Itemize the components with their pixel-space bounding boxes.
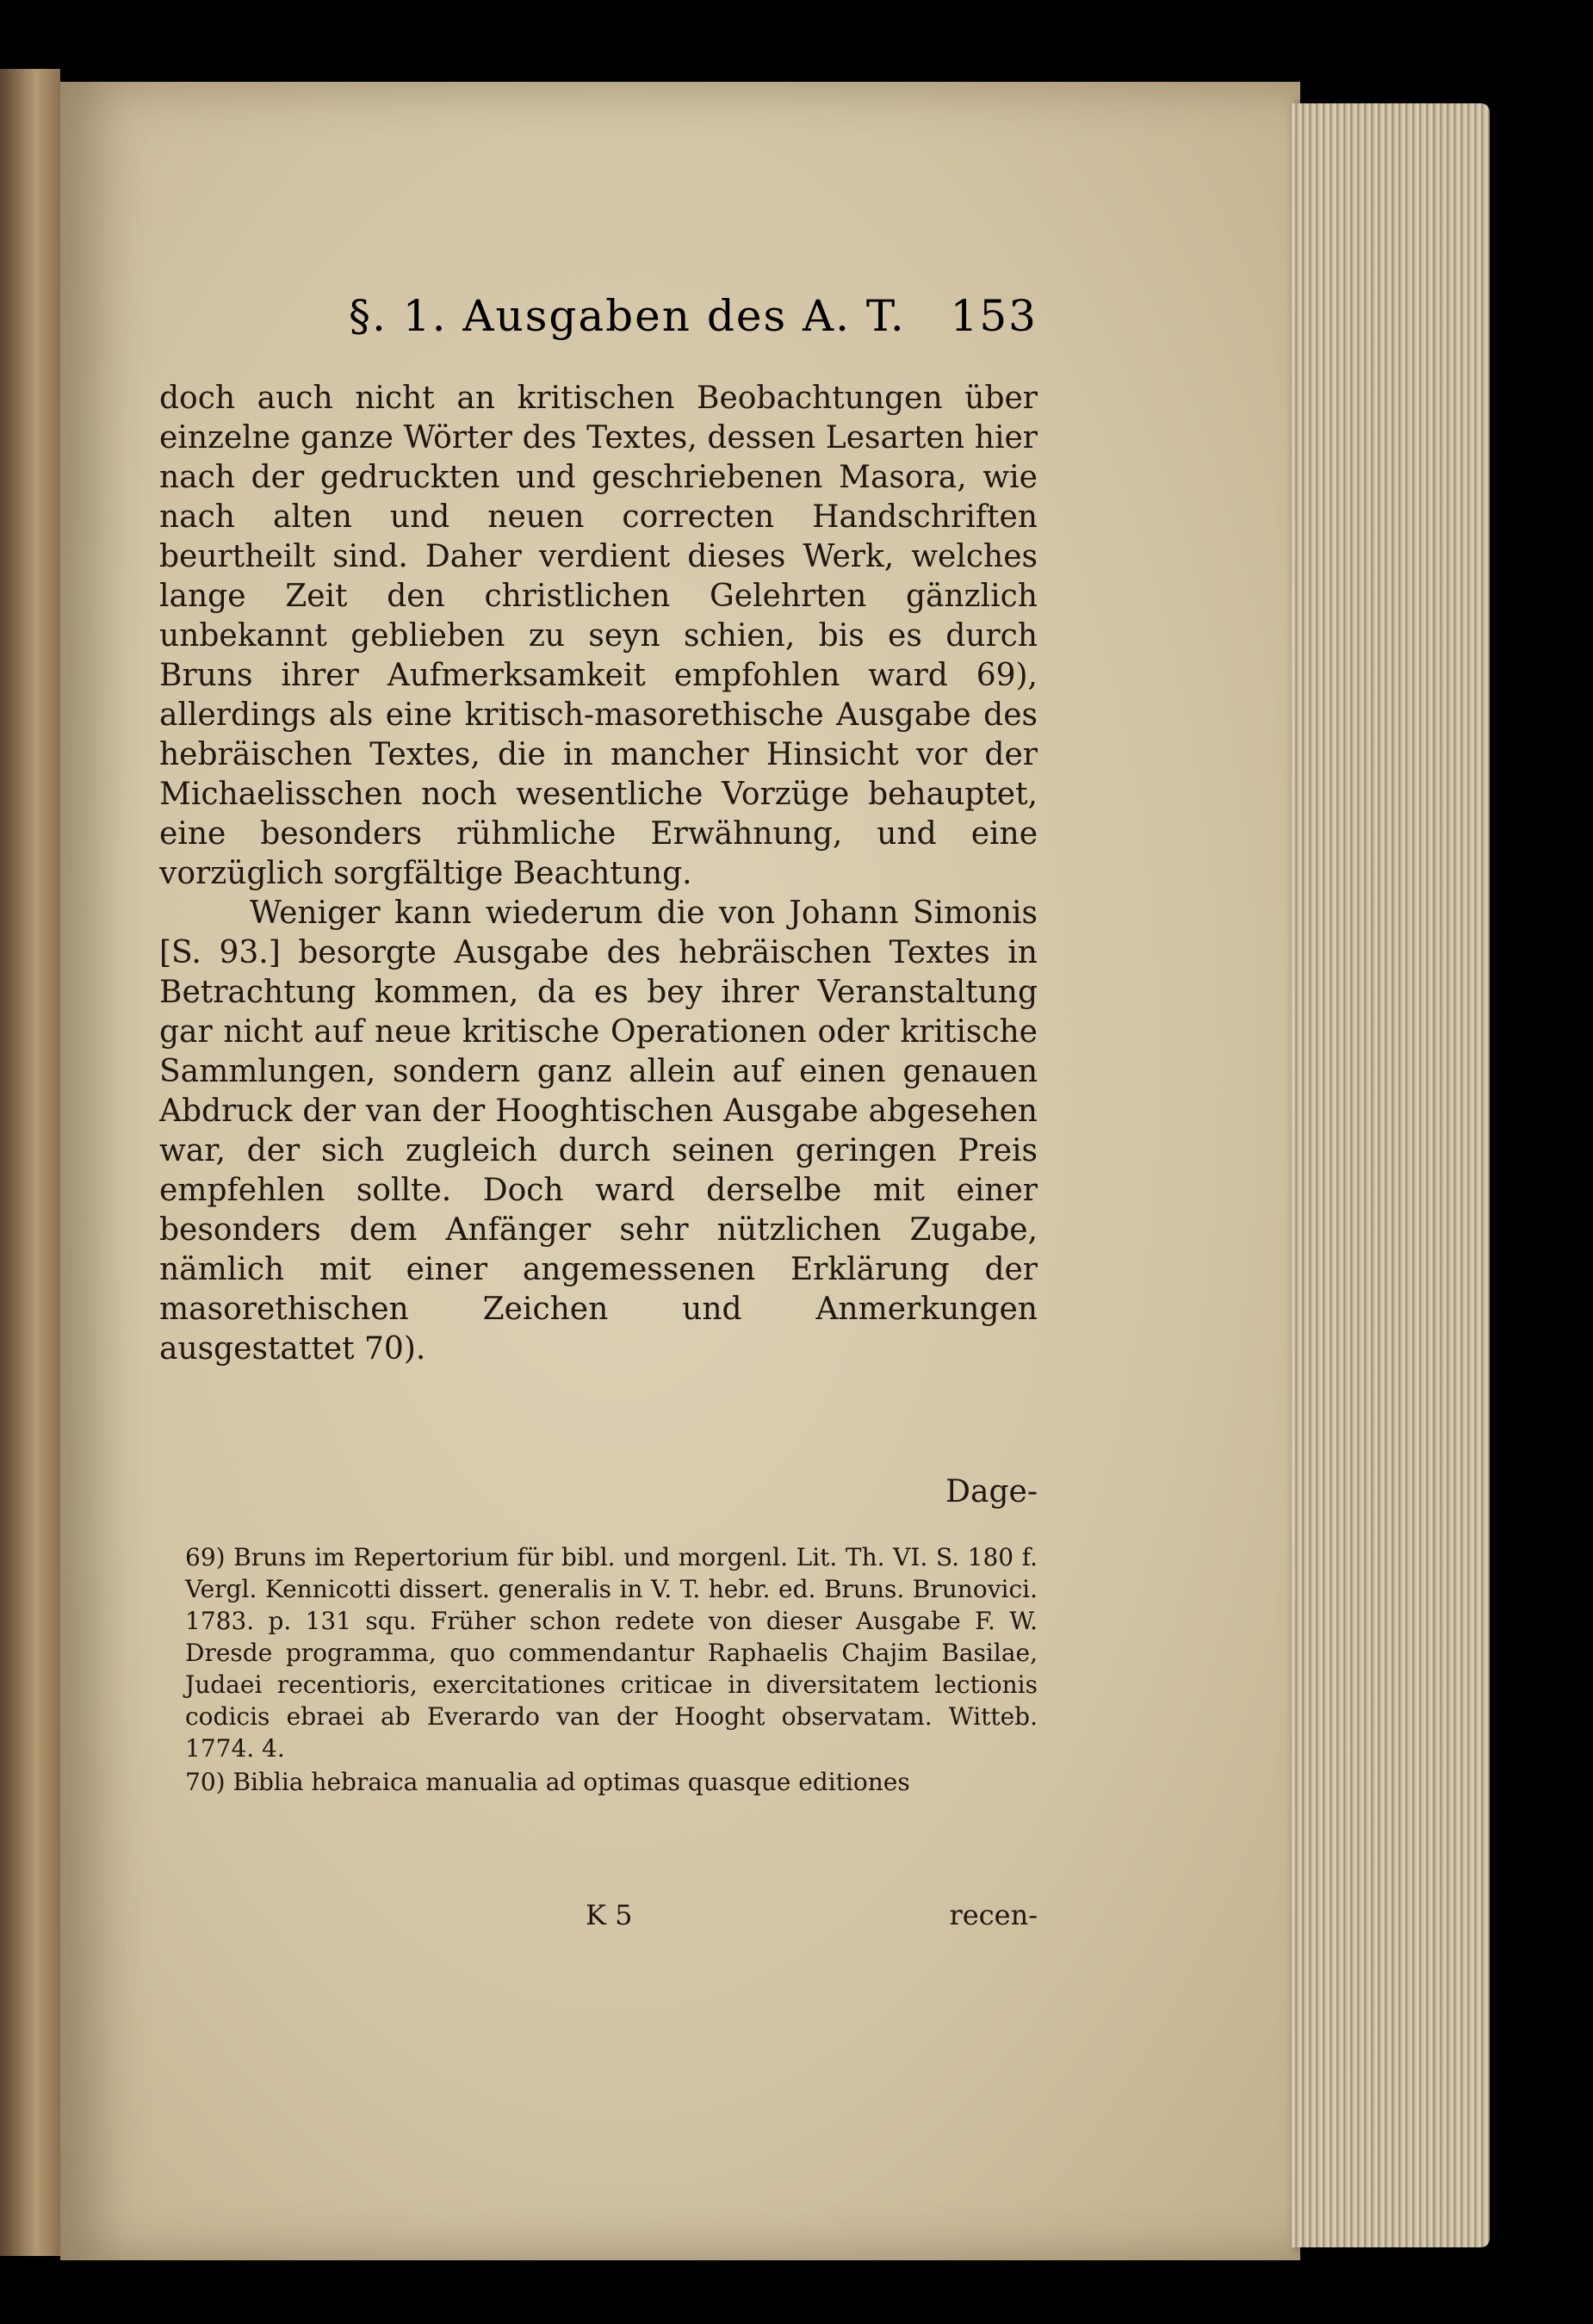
main-text [159,379,1038,1369]
catchword-main: Dage- [945,1474,1038,1509]
catchword-notes: recen- [949,1899,1038,1931]
section-title: §. 1. Ausgaben des A. T. [349,291,906,341]
page-footer [586,1899,1038,1937]
signature-mark: K 5 [586,1899,633,1931]
footnote-70: 70) Biblia hebraica manualia ad optimas quasque editiones [185,1768,910,1796]
running-header [349,291,1038,351]
page-number: 153 [950,291,1038,341]
page-edges [1292,103,1490,2247]
footnote-69: 69) Bruns im Repertorium für bibl. und morgenl. Lit. Th. VI. S. 180 f. Vergl. Kennicotti dissert. generalis in V. T. hebr. ed. Bruns. Brunovici. 1783. p. 131 squ. Früher schon redete von dieser Ausgabe F. W. Dresde programma, quo commendantur Raphaelis Chajim Basilae, Judaei recentioris, exercitationes criticae in diversitatem lectionis codicis ebraei ab Everardo van der Hooght observatam. Witteb. 1774. 4. [185,1543,1038,1763]
footnotes [185,1541,1038,1800]
left-page-edge [0,69,60,2256]
paragraph-1: doch auch nicht an kritischen Beobachtungen über einzelne ganze Wörter des Textes, dessen Lesarten hier nach der gedruckten und geschriebenen Masora, wie nach alten und neuen correcten Handschriften beurtheilt sind. Daher verdient dieses Werk, welches lange Zeit den christlichen Gelehrten gänzlich unbekannt geblieben zu seyn schien, bis es durch Bruns ihrer Aufmerksamkeit empfohlen ward 69), allerdings als eine kritisch-masorethische Ausgabe des hebräischen Textes, die in mancher Hinsicht vor der Michaelisschen noch wesentliche Vorzüge behauptet, eine besonders rühmliche Erwähnung, und eine vorzüglich sorgfältige Beachtung. [159,381,1038,891]
paragraph-2: Weniger kann wiederum die von Johann Simonis [S. 93.] besorgte Ausgabe des hebräischen Textes in Betrachtung kommen, da es bey ihrer Veranstaltung gar nicht auf neue kritische Operationen oder kritische Sammlungen, sondern ganz allein auf einen genauen Abdruck der van der Hooghtischen Ausgabe abgesehen war, der sich zugleich durch seinen geringen Preis empfehlen sollte. Doch ward derselbe mit einer besonders dem Anfänger sehr nützlichen Zugabe, nämlich mit einer angemessenen Erklärung der masorethischen Zeichen und Anmerkungen ausgestattet 70). [159,896,1038,1367]
